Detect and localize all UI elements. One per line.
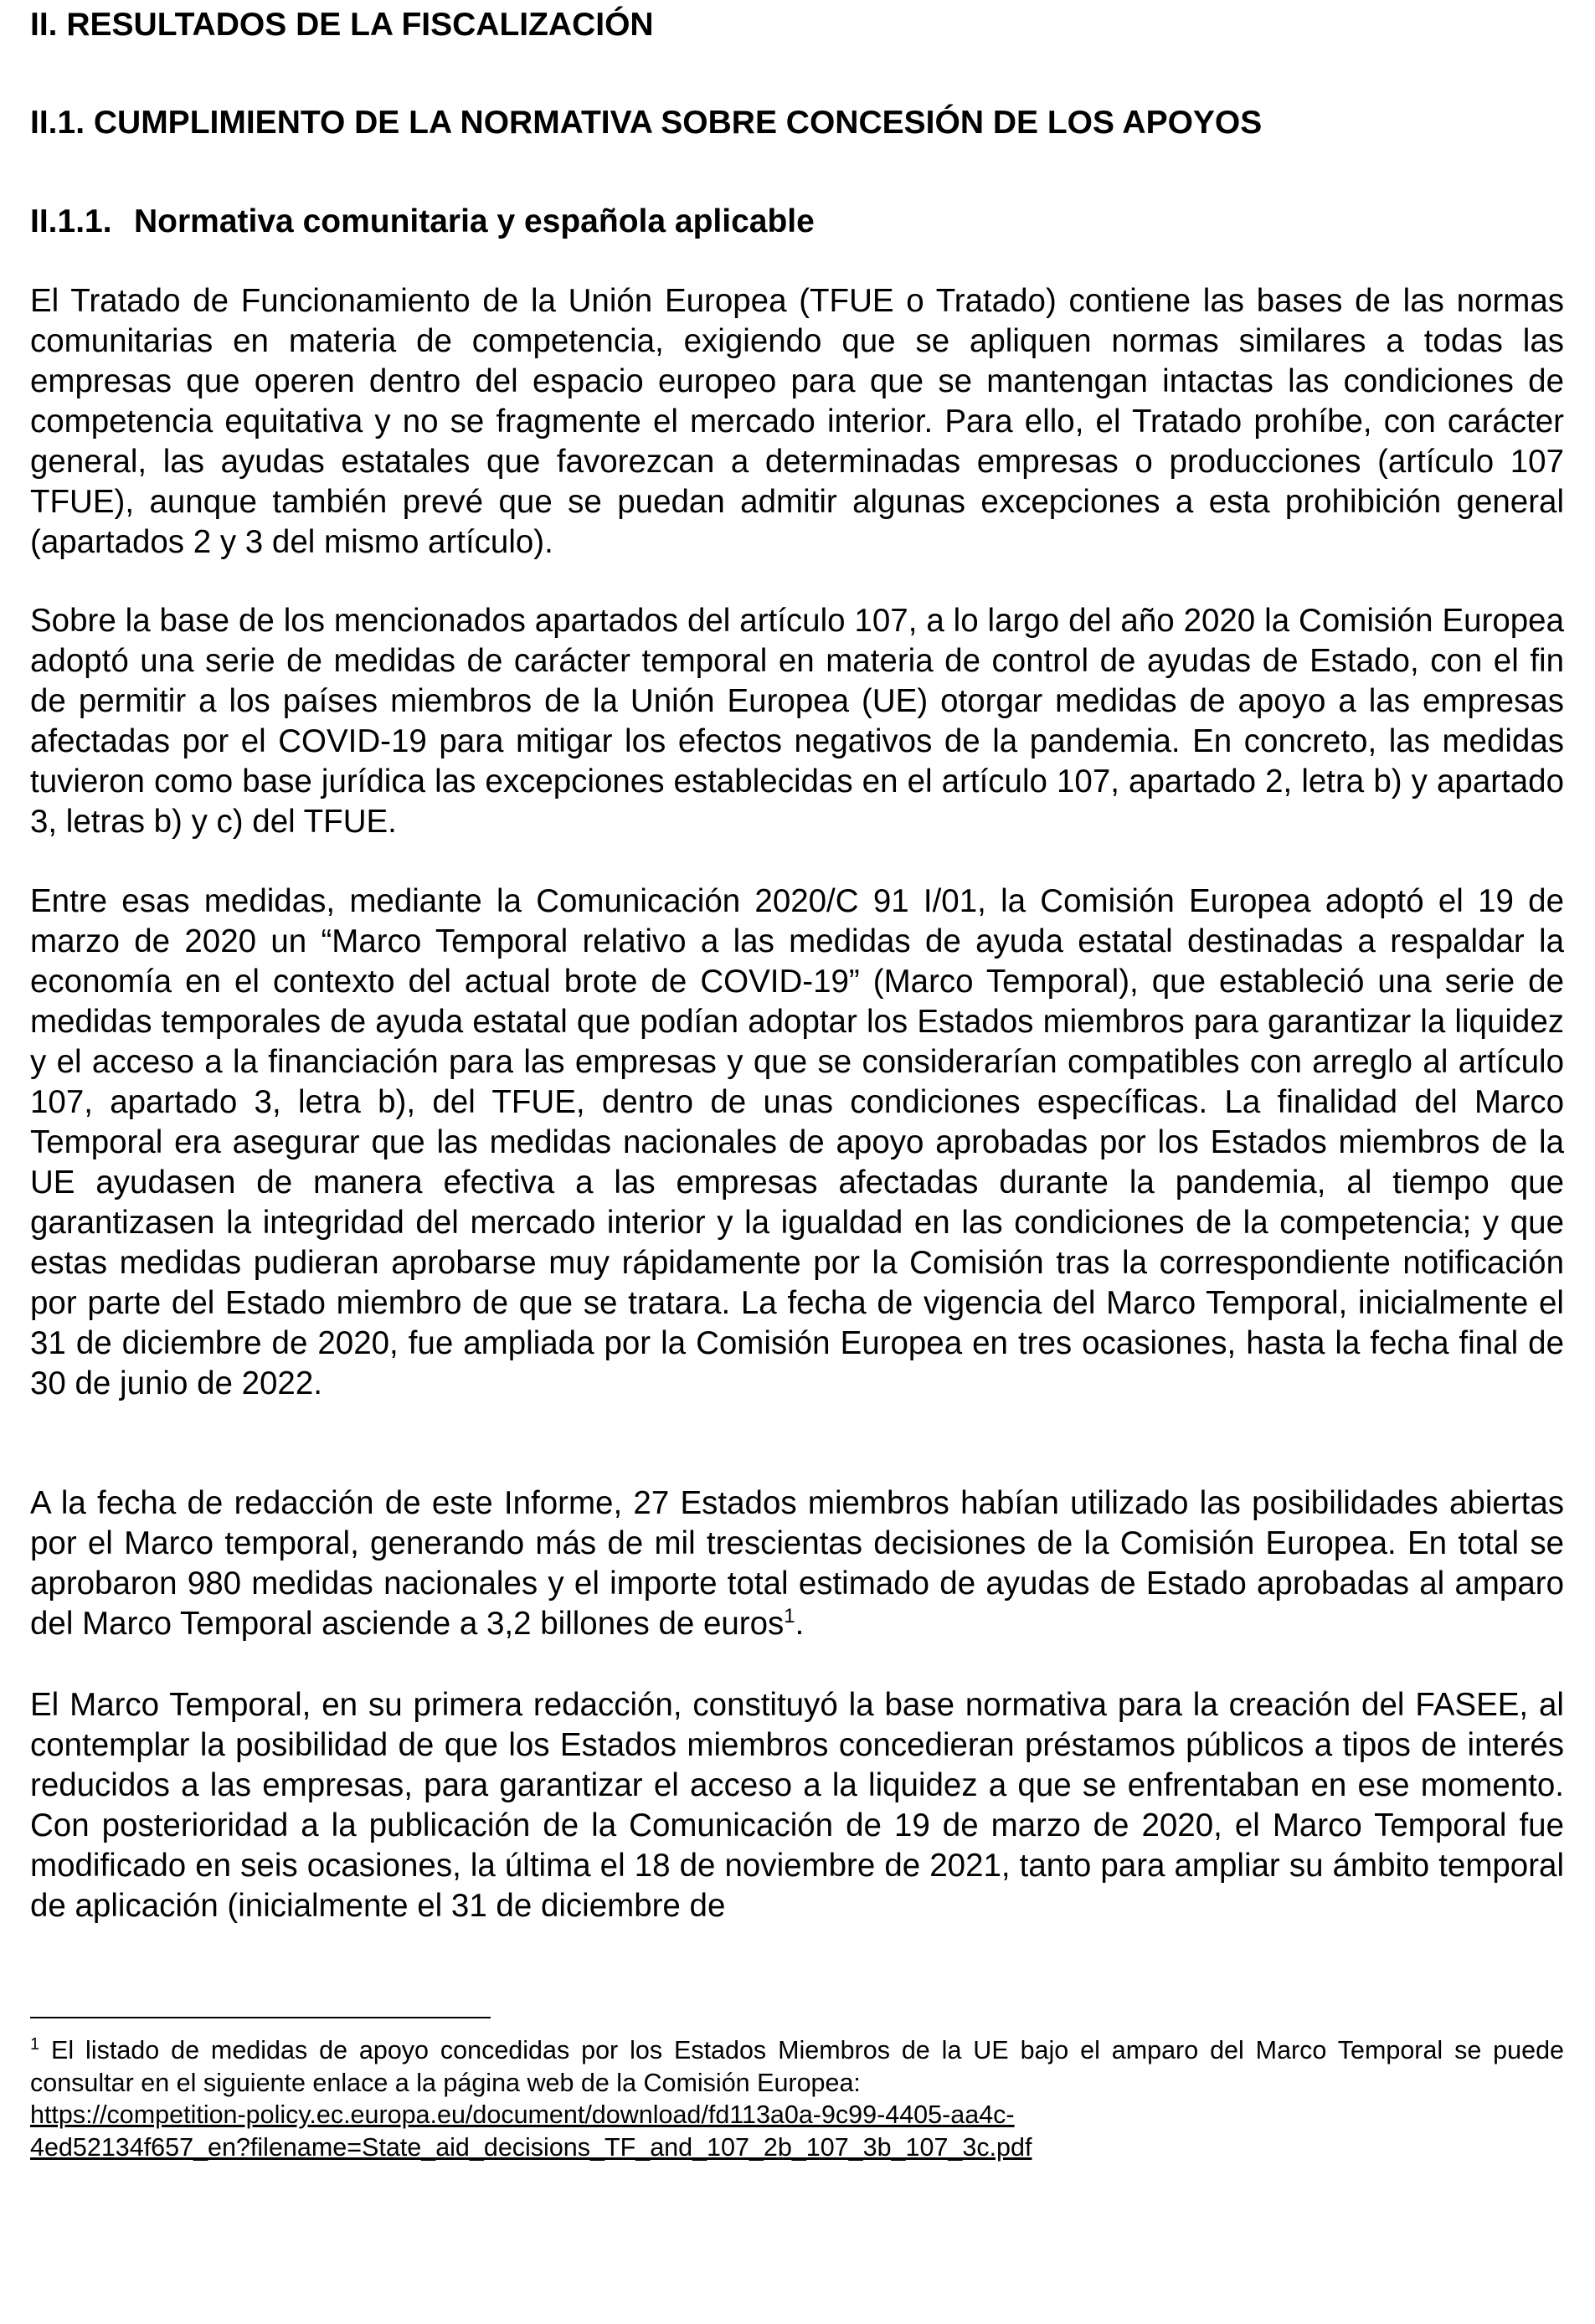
- footnote-text: El listado de medidas de apoyo concedidas por los Estados Miembros de la UE bajo el amparo del Marco Temporal se puede consultar en el siguiente enlace a la página web de la Comisión Europea:: [30, 2036, 1564, 2097]
- footnote-link-line-2: 4ed52134f657_en?filename=State_aid_decisions_TF_and_107_2b_107_3b_107_3c.pdf: [30, 2132, 1032, 2162]
- paragraph-tfue: El Tratado de Funcionamiento de la Unión Europea (TFUE o Tratado) contiene las bases de las normas comunitarias en materia de competencia, exigiendo que se apliquen normas similares a todas las empresas que operen dentro del espacio europeo para que se mantengan intactas las condiciones de competencia equitativa y no se fragmente el mercado interior. Para ello, el Tratado prohíbe, con carácter general, las ayudas estatales que favorezcan a determinadas empresas o producciones (artículo 107 TFUE), aunque también prevé que se puedan admitir algunas excepciones a esta prohibición general (apartados 2 y 3 del mismo artículo).: [30, 283, 1564, 560]
- footnote-link-line-1: https://competition-policy.ec.europa.eu/document/download/fd113a0a-9c99-4405-aa4c-: [30, 2100, 1015, 2129]
- footnote-marker: 1: [30, 2034, 40, 2054]
- footnote-separator: [30, 2017, 491, 2018]
- paragraph-fasee: El Marco Temporal, en su primera redacción, constituyó la base normativa para la creación del FASEE, al contemplar la posibilidad de que los Estados miembros concedieran préstamos públicos a tipos de interés reducidos a las empresas, para garantizar el acceso a la liquidez a que se enfrentaban en ese momento. Con posterioridad a la publicación de la Comunicación de 19 de marzo de 2020, el Marco Temporal fue modificado en seis ocasiones, la última el 18 de noviembre de 2021, tanto para ampliar su ámbito temporal de aplicación (inicialmente el 31 de diciembre de: [30, 1687, 1564, 1924]
- paragraph-marco-temporal: Entre esas medidas, mediante la Comunicación 2020/C 91 I/01, la Comisión Europea adoptó el 19 de marzo de 2020 un “Marco Temporal relativo a las medidas de ayuda estatal destinadas a respaldar la economía en el contexto del actual brote de COVID-19” (Marco Temporal), que estableció una serie de medidas temporales de ayuda estatal que podían adoptar los Estados miembros para garantizar la liquidez y el acceso a la financiación para las empresas y que se considerarían compatibles con arreglo al artículo 107, apartado 3, letra b), del TFUE, dentro de unas condiciones específicas. La finalidad del Marco Temporal era asegurar que las medidas nacionales de apoyo aprobadas por los Estados miembros de la UE ayudasen de manera efectiva a las empresas afectadas durante la pandemia, al tiempo que garantizasen la integridad del mercado interior y la igualdad en las condiciones de la competencia; y que estas medidas pudieran aprobarse muy rápidamente por la Comisión tras la correspondiente notificación por parte del Estado miembro de que se tratara. La fecha de vigencia del Marco Temporal, inicialmente el 31 de diciembre de 2020, fue ampliada por la Comisión Europea en tres ocasiones, hasta la fecha final de 30 de junio de 2022.: [30, 883, 1564, 1401]
- subsection-heading: II.1. CUMPLIMIENTO DE LA NORMATIVA SOBRE CONCESIÓN DE LOS APOYOS: [30, 105, 1263, 141]
- paragraph-end: .: [795, 1606, 805, 1642]
- footnote-link[interactable]: [30, 2099, 1564, 2163]
- section-heading: II. RESULTADOS DE LA FISCALIZACIÓN: [30, 7, 654, 43]
- paragraph-estados-miembros: [30, 1483, 1564, 1644]
- footnote-reference[interactable]: 1: [784, 1605, 795, 1628]
- sub-subsection-number: II.1.1.: [30, 203, 112, 239]
- paragraph-text: A la fecha de redacción de este Informe, 27 Estados miembros habían utilizado las posibilidades abiertas por el Marco temporal, generando más de mil trescientas decisiones de la Comisión Europea. En total se aprobaron 980 medidas nacionales y el importe total estimado de ayudas de Estado aprobadas al amparo del Marco Temporal asciende a 3,2 billones de euros: [30, 1485, 1564, 1642]
- paragraph-article-107: Sobre la base de los mencionados apartados del artículo 107, a lo largo del año 2020 la Comisión Europea adoptó una serie de medidas de carácter temporal en materia de control de ayudas de Estado, con el fin de permitir a los países miembros de la Unión Europea (UE) otorgar medidas de apoyo a las empresas afectadas por el COVID-19 para mitigar los efectos negativos de la pandemia. En concreto, las medidas tuvieron como base jurídica las excepciones establecidas en el artículo 107, apartado 2, letra b) y apartado 3, letras b) y c) del TFUE.: [30, 603, 1564, 840]
- sub-subsection-title: Normativa comunitaria y española aplicable: [134, 203, 815, 239]
- footnote: [30, 2034, 1564, 2163]
- sub-subsection-heading: [30, 203, 815, 241]
